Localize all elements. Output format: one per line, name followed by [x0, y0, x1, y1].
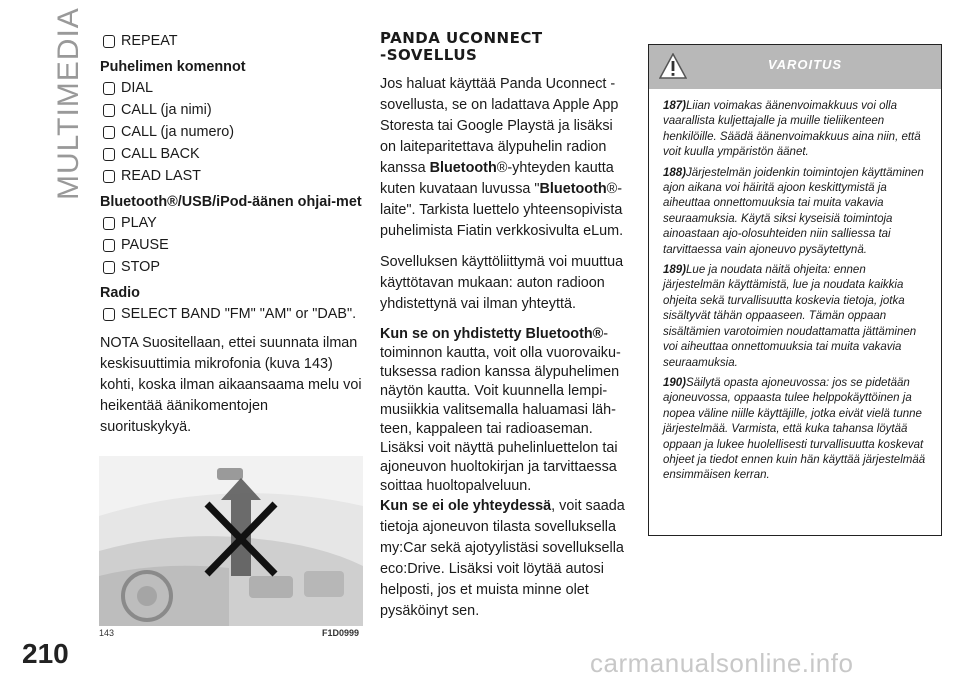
figure-caption — [99, 628, 363, 638]
column-middle — [380, 30, 632, 632]
phone-commands-heading: Puhelimen komennot — [100, 59, 246, 75]
list-item: SELECT BAND "FM" "AM" or "DAB". — [100, 304, 362, 325]
dashboard-illustration — [99, 456, 363, 626]
warning-box — [648, 44, 942, 536]
interface-paragraph: Sovelluksen käyttöliittymä voi muuttua käyttötavan mukaan: auton radioon yhdistettynä vai ilman yhteyttä. — [380, 254, 624, 312]
list-item: PLAY — [100, 213, 362, 234]
checkbox-icon — [103, 82, 115, 95]
checkbox-icon — [103, 170, 115, 183]
figure-image — [99, 456, 363, 626]
section-name: MULTIMEDIA — [52, 7, 85, 200]
list-item: CALL (ja numero) — [100, 122, 362, 143]
warning-title: VAROITUS — [767, 57, 843, 72]
warning-item: 190)Säilytä opasta ajoneuvossa: jos se pidetään ajoneuvossa, oppaasta tulee helppokäyttöinen ja nopea väline niille käyttäjille, jotka eivät vielä tunne järjestelmää. Varmista, että kuka tahansa löytää oppaan ja lukee huolellisesti turvallisuutta koskevat ohjeet ja tiedot ennen kuin hän käyttää järjestelmää ensimmäisen kerran. — [663, 376, 926, 482]
page-number: 210 — [22, 638, 69, 669]
list-item: CALL (ja nimi) — [100, 100, 362, 121]
section-heading: PANDA UCONNECT -SOVELLUS — [380, 29, 543, 64]
bluetooth-controls-heading: Bluetooth®/USB/iPod-äänen ohjai-met — [100, 194, 362, 210]
checkbox-icon — [103, 308, 115, 321]
checkbox-icon — [103, 261, 115, 274]
warning-item: 188)Järjestelmän joidenkin toimintojen käyttäminen ajon aikana voi häiritä ajoon keskittymistä ja aiheuttaa onnettomuuksia tai muita vakavia seuraamuksia. Käytä siksi kyseisiä toimintoja ainoastaan ajo-olosuhteiden niin salliessa tai tarvittaessa vain ajoneuvo pysäytettynä. — [663, 166, 924, 256]
list-item: READ LAST — [100, 166, 362, 187]
checkbox-icon — [103, 239, 115, 252]
list-item: STOP — [100, 257, 362, 278]
warning-body — [649, 89, 941, 484]
warning-item: 189)Lue ja noudata näitä ohjeita: ennen järjestelmän käyttämistä, lue ja noudata kaikkia ohjeita sekä turvallisuutta koskevia tietoja, jotka sisältyvät tähän oppaaseen. Tämän oppaan sisältämien varotoimien noudattamatta jättäminen voi aiheuttaa onnettomuuksia tai muita vakavia seuraamuksia. — [663, 264, 917, 369]
list-item: DIAL — [100, 78, 362, 99]
section-side-label — [48, 7, 88, 230]
disconnected-paragraph: Kun se ei ole yhteydessä, voit saada tietoja ajoneuvon tilasta sovelluksella my:Car sekä ajotyylistäsi sovelluksella eco:Drive. Lisäksi voit löytää autosi helposti, jos et muista minne olet pysäköinyt sen. — [380, 498, 625, 619]
list-item: PAUSE — [100, 235, 362, 256]
figure-code: F1D0999 — [321, 628, 359, 638]
warning-item: 187)Liian voimakas äänenvoimakkuus voi olla vaarallista kuljettajalle ja muille tieliikenteen henkilöille. Säädä äänenvoimakkuus aina niin, että voit kuulla ympäristön äänet. — [663, 100, 921, 159]
warning-header — [649, 45, 941, 89]
checkbox-icon — [103, 104, 115, 117]
checkbox-icon — [103, 35, 115, 48]
figure-143 — [99, 456, 363, 638]
radio-heading: Radio — [100, 285, 140, 301]
figure-number: 143 — [99, 628, 115, 638]
intro-paragraph: Jos haluat käyttää Panda Uconnect -sovellusta, se on ladattava Apple App Storesta tai Google Playstä ja lisäksi on laiteparitettava älypuhelin radion kanssa Bluetooth®-yhteyden kautta kuten kuvataan luvussa "Bluetooth®-laite". Tarkista luettelo yhteensopivista puhelimista Fiatin verkkosivulta eLum. — [380, 76, 624, 239]
list-item: REPEAT — [100, 31, 362, 52]
connected-paragraph: Kun se on yhdistetty Bluetooth®-toiminnon kautta, voit olla vuorovaiku-tuksessa radion kanssa älypuhelimen näytön kautta. Voit kuunnella lempi-musiikkia valitsemalla haluamasi läh-teen, kappaleen tai radioaseman. Lisäksi voit näyttä puhelinluettelon tai ajoneuvon huoltokirjan ja tarvittaessa soittaa huoltopalveluun. — [380, 326, 621, 494]
checkbox-icon — [103, 126, 115, 139]
list-item: CALL BACK — [100, 144, 362, 165]
column-left — [100, 30, 362, 438]
checkbox-icon — [103, 217, 115, 230]
note-paragraph: NOTA Suositellaan, ettei suunnata ilman keskisuuttimia mikrofonia (kuva 143) kohti, koska ilman aikaansaama melu voi heikentää äänikomentojen suorituskykyä. — [100, 335, 362, 435]
checkbox-icon — [103, 148, 115, 161]
watermark: carmanualsonline.info — [590, 648, 854, 678]
